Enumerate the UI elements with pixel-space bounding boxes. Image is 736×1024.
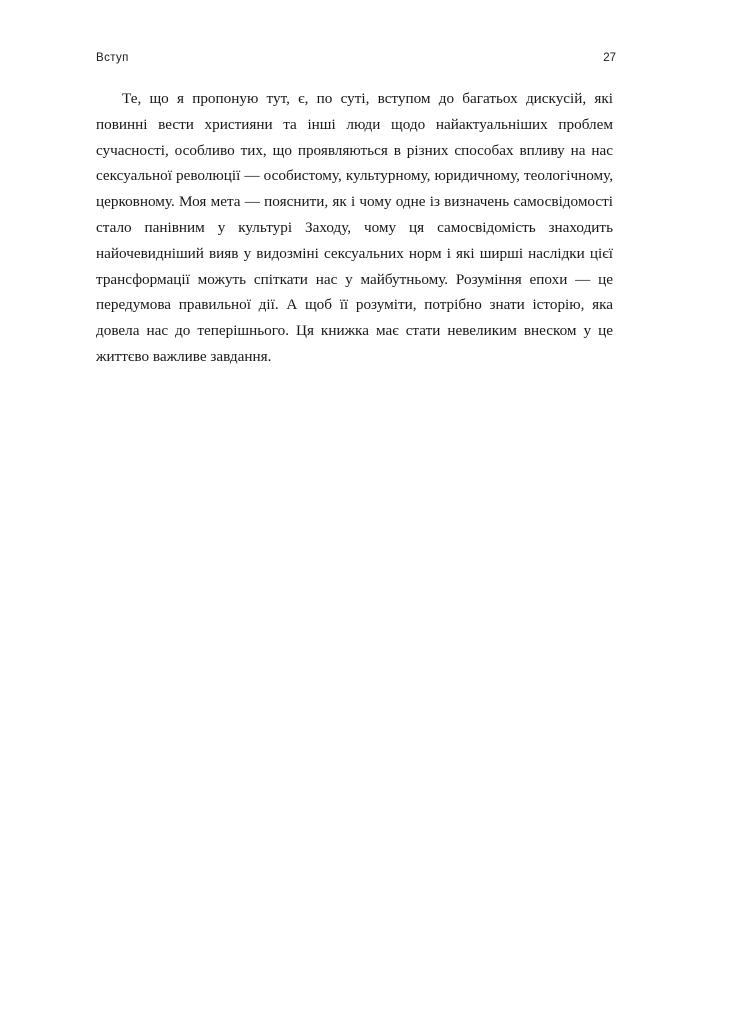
body-paragraph: Те, що я пропоную тут, є, по суті, вступом до багатьох дискусій, які повинні вести християни та інші люди щодо найактуальніших проблем сучасності, особливо тих, що проявляються в різних способах впливу на нас сексуальної революції — особистому, культурному, юридичному, теологічному, церковному. Моя мета — пояснити, як і чому одне із визначень самосвідомості стало панівним у культурі Заходу, чому ця самосвідомість знаходить найочевидніший вияв у видозміні сексуальних норм і які ширші наслідки цієї трансформації можуть спіткати нас у майбутньому. Розуміння епохи — це передумова правильної дії. А щоб її розуміти, потрібно знати історію, яка довела нас до теперішнього. Ця книжка має стати невеликим внеском у це життєво важливе завдання. xyxy=(96,90,613,365)
running-head-title: Вступ xyxy=(96,52,129,64)
body-text-block xyxy=(96,86,613,370)
running-head xyxy=(96,52,616,64)
page-number: 27 xyxy=(603,52,616,64)
